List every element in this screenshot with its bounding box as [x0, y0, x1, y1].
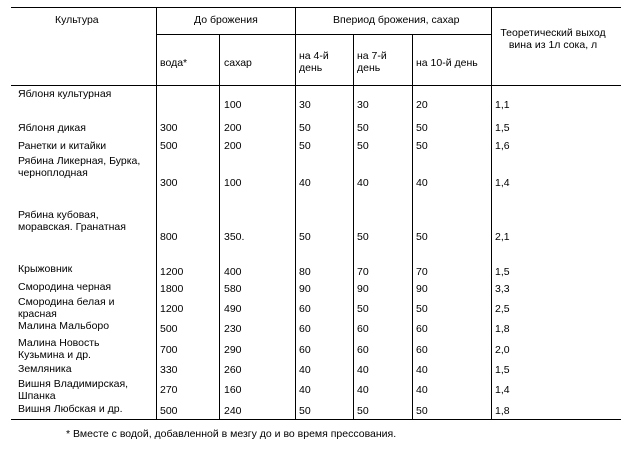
row-culture-name: Ранетки и китайки: [18, 140, 107, 152]
row-value-yield: 2,5: [495, 303, 510, 315]
row-value-d4: 90: [299, 283, 311, 295]
row-value-d7: 50: [357, 303, 369, 315]
col-rule-1: [156, 7, 157, 419]
row-value-water: 500: [160, 140, 178, 152]
row-culture-name: Яблоня культурная: [18, 88, 112, 100]
row-value-water: 1800: [160, 283, 184, 295]
row-value-water: 330: [160, 364, 178, 376]
row-value-d4: 80: [299, 266, 311, 278]
row-value-d4: 50: [299, 231, 311, 243]
row-culture-name: Малина Мальборо: [18, 320, 110, 332]
row-value-d4: 60: [299, 344, 311, 356]
row-value-sugar: 200: [224, 140, 242, 152]
row-value-d7: 60: [357, 344, 369, 356]
header-during-fermentation: Впериод брожения, сахар: [333, 14, 460, 26]
row-value-d7: 90: [357, 283, 369, 295]
row-value-water: 1200: [160, 303, 184, 315]
row-value-yield: 1,5: [495, 122, 510, 134]
row-value-d4: 40: [299, 177, 311, 189]
row-culture-name: Смородина черная: [18, 281, 112, 293]
row-value-d10: 60: [416, 344, 428, 356]
row-value-d10: 40: [416, 384, 428, 396]
row-value-d4: 60: [299, 303, 311, 315]
row-value-water: 1200: [160, 266, 184, 278]
row-value-d10: 70: [416, 266, 428, 278]
row-value-sugar: 350.: [224, 231, 245, 243]
row-value-sugar: 230: [224, 323, 242, 335]
row-value-d7: 40: [357, 177, 369, 189]
row-value-d4: 30: [299, 99, 311, 111]
row-culture-name: Вишня Любская и др.: [18, 403, 123, 415]
row-culture-name: Яблоня дикая: [18, 122, 86, 134]
footnote: * Вместе с водой, добавленной в мезгу до и во время прессования.: [66, 428, 397, 440]
table-bottom-rule: [11, 419, 621, 420]
row-value-water: 500: [160, 405, 178, 417]
col-rule-6: [491, 7, 492, 419]
header-bottom-rule: [11, 85, 621, 86]
row-value-sugar: 490: [224, 303, 242, 315]
row-value-d10: 50: [416, 122, 428, 134]
row-value-water: 300: [160, 122, 178, 134]
row-value-d4: 50: [299, 405, 311, 417]
row-value-d4: 40: [299, 384, 311, 396]
row-culture-name: Малина Новость Кузьмина и др.: [18, 337, 100, 361]
row-value-sugar: 160: [224, 384, 242, 396]
row-value-d10: 90: [416, 283, 428, 295]
header-mid-rule: [156, 34, 491, 35]
row-value-yield: 2,0: [495, 344, 510, 356]
row-value-sugar: 100: [224, 177, 242, 189]
row-value-water: 500: [160, 323, 178, 335]
header-water: вода*: [160, 57, 188, 69]
wine-yield-table: [11, 7, 621, 420]
row-value-d7: 40: [357, 364, 369, 376]
row-value-d10: 50: [416, 231, 428, 243]
header-culture: Культура: [55, 14, 99, 26]
col-rule-4: [353, 34, 354, 419]
row-value-d7: 50: [357, 122, 369, 134]
row-value-yield: 1,6: [495, 140, 510, 152]
row-value-d10: 40: [416, 364, 428, 376]
row-value-d10: 50: [416, 303, 428, 315]
row-value-yield: 1,5: [495, 266, 510, 278]
row-value-yield: 1,1: [495, 99, 510, 111]
row-value-d10: 20: [416, 99, 428, 111]
row-value-d7: 40: [357, 384, 369, 396]
header-sugar: сахар: [224, 57, 252, 69]
row-value-d4: 40: [299, 364, 311, 376]
row-value-d7: 30: [357, 99, 369, 111]
row-culture-name: Рябина Ликерная, Бурка, черноплодная: [18, 155, 141, 179]
row-value-yield: 1,8: [495, 323, 510, 335]
row-value-water: 300: [160, 177, 178, 189]
col-rule-3: [295, 7, 296, 419]
row-value-d7: 50: [357, 231, 369, 243]
row-value-d7: 60: [357, 323, 369, 335]
row-value-water: 800: [160, 231, 178, 243]
row-value-yield: 1,4: [495, 177, 510, 189]
row-value-sugar: 290: [224, 344, 242, 356]
row-value-d7: 50: [357, 140, 369, 152]
row-value-d10: 50: [416, 140, 428, 152]
row-value-d10: 50: [416, 405, 428, 417]
col-rule-5: [412, 34, 413, 419]
header-day-10: на 10-й день: [416, 57, 478, 69]
row-value-water: 270: [160, 384, 178, 396]
row-value-yield: 3,3: [495, 283, 510, 295]
row-culture-name: Земляника: [18, 363, 72, 375]
row-value-sugar: 200: [224, 122, 242, 134]
table-top-rule: [11, 7, 621, 8]
row-value-d7: 50: [357, 405, 369, 417]
row-value-sugar: 100: [224, 99, 242, 111]
row-value-d4: 50: [299, 140, 311, 152]
row-value-water: 700: [160, 344, 178, 356]
row-value-d4: 60: [299, 323, 311, 335]
row-culture-name: Крыжовник: [18, 263, 73, 275]
row-value-yield: 1,8: [495, 405, 510, 417]
row-value-yield: 1,4: [495, 384, 510, 396]
row-value-sugar: 580: [224, 283, 242, 295]
header-day-7: на 7-й день: [357, 50, 387, 74]
row-culture-name: Смородина белая и красная: [18, 296, 115, 320]
row-value-d4: 50: [299, 122, 311, 134]
header-before-fermentation: До брожения: [194, 14, 258, 26]
row-value-d10: 40: [416, 177, 428, 189]
row-value-yield: 1,5: [495, 364, 510, 376]
row-value-d10: 60: [416, 323, 428, 335]
row-value-sugar: 240: [224, 405, 242, 417]
header-day-4: на 4-й день: [299, 50, 329, 74]
row-value-d7: 70: [357, 266, 369, 278]
header-theoretical-yield: Теоретический выход вина из 1л сока, л: [500, 27, 606, 51]
row-value-yield: 2,1: [495, 231, 510, 243]
row-culture-name: Вишня Владимирская, Шпанка: [18, 378, 129, 402]
row-value-sugar: 260: [224, 364, 242, 376]
col-rule-2: [219, 34, 220, 419]
row-value-sugar: 400: [224, 266, 242, 278]
row-culture-name: Рябина кубовая, моравская. Гранатная: [18, 209, 126, 233]
